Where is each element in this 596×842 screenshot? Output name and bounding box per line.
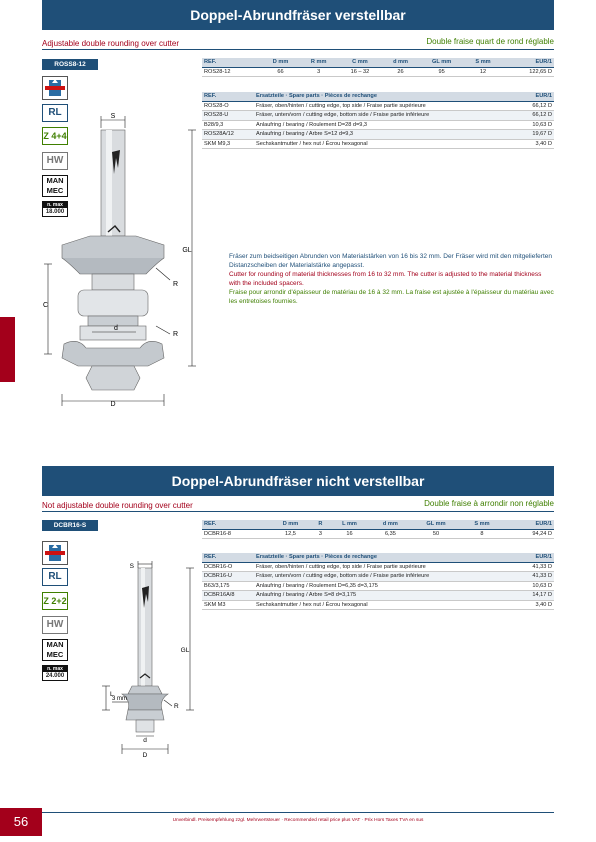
- cell-ref: B63/3,175: [202, 581, 254, 591]
- table-header-row: [202, 92, 554, 101]
- section2-cutter-drawing: [92, 560, 202, 760]
- dim-label-r-upper: R: [173, 281, 179, 288]
- cell-desc: Fräser, unten/vorn / cutting edge, bottom side / Fraise partie inférieure: [254, 572, 514, 582]
- col-parts: Ersatzteile · Spare parts · Pièces de rechange: [254, 92, 514, 101]
- cell-ref: B28/9,3: [202, 120, 254, 130]
- cell-desc: Anlaufring / bearing / Roulement D=6,35 d=3,175: [254, 581, 514, 591]
- description-en: Cutter for rounding of material thicknesses from 16 to 32 mm. The cutter is adjusted to the material thickness with the included spacers.: [229, 271, 542, 287]
- col-eur: EUR/1: [503, 520, 554, 529]
- badge-rpm: [42, 665, 68, 681]
- col-r: R mm: [300, 58, 338, 67]
- col-ref: REF.: [202, 520, 269, 529]
- badge-teeth: Z 2+2: [42, 592, 68, 610]
- badge-usage-mec: MEC: [46, 186, 64, 195]
- badge-material: HW: [42, 152, 68, 170]
- dim-label-gl: GL: [182, 247, 192, 254]
- col-small-d: d mm: [370, 520, 411, 529]
- table-row: [202, 139, 554, 149]
- col-parts: Ersatzteile · Spare parts · Pièces de rechange: [254, 553, 514, 562]
- section1-title: Doppel-Abrundfräser verstellbar: [42, 0, 554, 30]
- cell-ref: DCBR16-O: [202, 562, 254, 572]
- table-row: [202, 581, 554, 591]
- col-c: C mm: [338, 58, 382, 67]
- section2-main-table: [202, 520, 554, 539]
- section1-cutter-drawing: [40, 108, 230, 413]
- col-small-d: d mm: [382, 58, 419, 67]
- badge-usage-man: MAN: [46, 176, 64, 185]
- cell-price: 3,40 D: [514, 600, 554, 610]
- col-s: S mm: [461, 520, 503, 529]
- section1-code-tag: ROSS8-12: [42, 59, 98, 70]
- section1-parts-table: [202, 92, 554, 149]
- badge-rotation: RL: [42, 104, 68, 122]
- cell-ref: ROS28A/12: [202, 130, 254, 140]
- badge-teeth: Z 4+4: [42, 127, 68, 145]
- description-de: Fräser zum beidseitigen Abrunden von Materialstärken von 16 bis 32 mm. Der Fräser wird mit den mitgelieferten Distanzscheiben der Materialstärke angepasst.: [229, 253, 552, 269]
- footer-note: Unverbindl. Preisempfehlung zzgl. Mehrwertsteuer · Recommended retail price plus VAT · Prix Hors Taxes TVA en sus: [172, 818, 424, 823]
- dim-label-gl: GL: [180, 647, 190, 654]
- badge-usage-mec: MEC: [46, 650, 64, 659]
- section2-subtitle-fr: Double fraise à arrondir non réglable: [424, 499, 554, 508]
- cell-price: 3,40 D: [514, 139, 554, 149]
- cell-s: 12: [464, 67, 502, 77]
- cell-price: 94,24 D: [503, 529, 554, 539]
- shank-orientation-icon: [42, 541, 68, 565]
- dim-label-3mm: 3 mm: [112, 696, 127, 702]
- cell-desc: Fräser, oben/hinten / cutting edge, top side / Fraise partie supérieure: [254, 562, 514, 572]
- footer-rule: [42, 812, 554, 813]
- section2-rule: [42, 511, 554, 512]
- cell-price: 41,33 D: [514, 572, 554, 582]
- cell-desc: Anlaufring / bearing / Arbre S=8 d=3,175: [254, 591, 514, 601]
- badge-rotation: RL: [42, 568, 68, 586]
- table-header-row: [202, 58, 554, 67]
- cell-s: 8: [461, 529, 503, 539]
- section1-description: [229, 252, 554, 306]
- table-row: [202, 111, 554, 121]
- table-header-row: [202, 520, 554, 529]
- cell-ref: ROS28-12: [202, 67, 261, 77]
- col-l: L mm: [329, 520, 370, 529]
- rpm-label: n. max: [43, 202, 67, 208]
- cell-small-d: 6,35: [370, 529, 411, 539]
- col-ref: REF.: [202, 58, 261, 67]
- cell-ref: DCBR16-8: [202, 529, 269, 539]
- cell-ref: DCBR16-U: [202, 572, 254, 582]
- rpm-value: 24.000: [45, 673, 65, 679]
- col-gl: GL mm: [419, 58, 464, 67]
- cell-desc: Anlaufring / bearing / Arbre S=12 d=9,3: [254, 130, 514, 140]
- table-row: [202, 120, 554, 130]
- badge-usage: [42, 639, 68, 661]
- dim-label-d: d: [143, 737, 147, 744]
- dim-label-r: R: [174, 703, 179, 710]
- rpm-label: n. max: [43, 666, 67, 672]
- dim-label-big-d: D: [110, 401, 116, 408]
- cell-price: 19,67 D: [514, 130, 554, 140]
- cell-r: 3: [312, 529, 329, 539]
- table-row: [202, 600, 554, 610]
- chapter-tab: [0, 317, 15, 382]
- cell-ref: SKM M3: [202, 600, 254, 610]
- cell-ref: ROS28-U: [202, 111, 254, 121]
- cell-price: 10,63 D: [514, 581, 554, 591]
- section1-main-table: [202, 58, 554, 77]
- col-d: D mm: [269, 520, 311, 529]
- table-row: [202, 101, 554, 111]
- cell-price: 66,12 D: [514, 111, 554, 121]
- section2-title: Doppel-Abrundfräser nicht verstellbar: [42, 466, 554, 496]
- cell-c: 16 – 32: [338, 67, 382, 77]
- table-row: [202, 130, 554, 140]
- cell-gl: 50: [411, 529, 461, 539]
- badge-material: HW: [42, 616, 68, 634]
- table-header-row: [202, 553, 554, 562]
- dim-label-r-lower: R: [173, 331, 179, 338]
- cell-price: 10,63 D: [514, 120, 554, 130]
- dim-label-l: L: [110, 691, 114, 698]
- col-ref: REF.: [202, 553, 254, 562]
- cell-desc: Anlaufring / bearing / Roulement D=28 d=9,3: [254, 120, 514, 130]
- table-row: [202, 562, 554, 572]
- badge-usage-man: MAN: [46, 640, 64, 649]
- col-eur: EUR/1: [514, 92, 554, 101]
- dim-label-c: C: [43, 302, 49, 309]
- col-r: R: [312, 520, 329, 529]
- col-gl: GL mm: [411, 520, 461, 529]
- section2-code-tag: DCBR16-S: [42, 520, 98, 531]
- rpm-value: 18.000: [45, 209, 65, 215]
- cell-desc: Fräser, oben/hinten / cutting edge, top side / Fraise partie supérieure: [254, 101, 514, 111]
- col-eur: EUR/1: [502, 58, 554, 67]
- dim-label-s: S: [129, 563, 134, 570]
- shank-orientation-icon: [42, 76, 68, 100]
- cell-small-d: 26: [382, 67, 419, 77]
- cell-price: 14,17 D: [514, 591, 554, 601]
- cell-price: 66,12 D: [514, 101, 554, 111]
- cell-gl: 95: [419, 67, 464, 77]
- cell-price: 122,65 D: [502, 67, 554, 77]
- cell-l: 16: [329, 529, 370, 539]
- cell-ref: SKM M9,3: [202, 139, 254, 149]
- page-number: 56: [0, 808, 42, 836]
- cell-ref: DCBR16A/8: [202, 591, 254, 601]
- cell-desc: Fräser, unten/vorn / cutting edge, bottom side / Fraise partie inférieure: [254, 111, 514, 121]
- dim-label-s: S: [110, 113, 116, 120]
- table-row: [202, 572, 554, 582]
- cell-ref: ROS28-O: [202, 101, 254, 111]
- cell-desc: Sechskantmutter / hex nut / Écrou hexagonal: [254, 600, 514, 610]
- cell-desc: Sechskantmutter / hex nut / Écrou hexagonal: [254, 139, 514, 149]
- cell-price: 41,33 D: [514, 562, 554, 572]
- section1-subtitle-fr: Double fraise quart de rond réglable: [426, 37, 554, 46]
- description-fr: Fraise pour arrondir d'épaisseur de matériau de 16 à 32 mm. La fraise est ajustée à l'épaisseur du matériau avec les entretoises fournies.: [229, 289, 554, 305]
- table-row: [202, 529, 554, 539]
- dim-label-big-d: D: [142, 752, 148, 759]
- dim-label-d: d: [114, 325, 118, 332]
- section2-subtitle-en: Not adjustable double rounding over cutter: [42, 501, 193, 510]
- col-d: D mm: [261, 58, 299, 67]
- cell-d: 12,5: [269, 529, 311, 539]
- table-row: [202, 591, 554, 601]
- table-row: [202, 67, 554, 77]
- section1-rule: [42, 49, 554, 50]
- section1-subtitle-en: Adjustable double rounding over cutter: [42, 39, 179, 48]
- cell-d: 66: [261, 67, 299, 77]
- cell-r: 3: [300, 67, 338, 77]
- col-eur: EUR/1: [514, 553, 554, 562]
- section2-parts-table: [202, 553, 554, 610]
- col-s: S mm: [464, 58, 502, 67]
- col-ref: REF.: [202, 92, 254, 101]
